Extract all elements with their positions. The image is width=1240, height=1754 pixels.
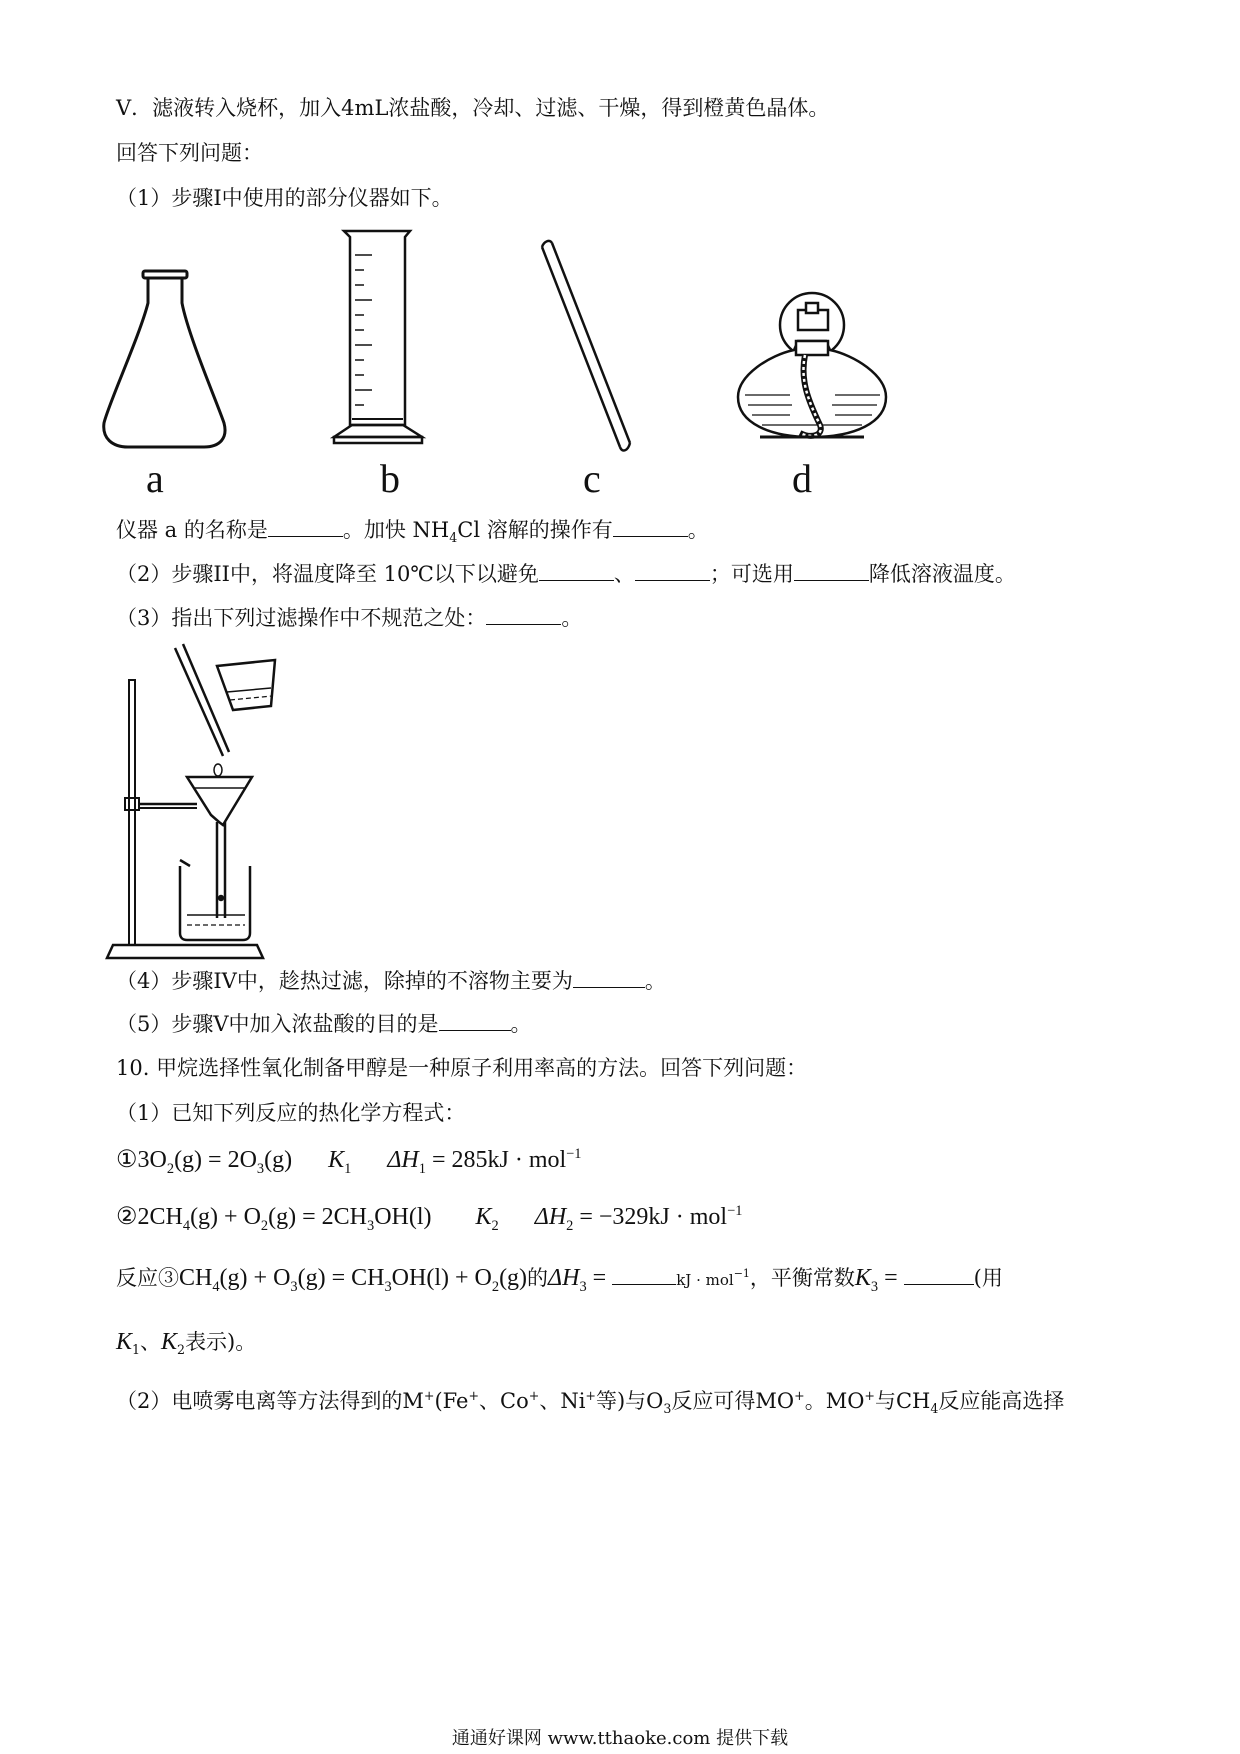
q4-line: （4）步骤IV中，趁热过滤，除掉的不溶物主要为 。 <box>116 969 666 993</box>
q10-sub2: （2）电喷雾电离等方法得到的M+(Fe+、Co+、Ni+等)与$O_3$反应可得MO+。MO+与$CH_4$反应能高选择 <box>116 1388 1065 1417</box>
blank-4[interactable] <box>635 580 710 581</box>
receiving-beaker-icon <box>180 860 250 940</box>
equation-2: $②2CH_4(g) + O_2(g) = 2CH_3OH(l)$ $K_2$ $\Delta H_2 = -329kJ \cdot mol^{-1}$ <box>116 1203 743 1234</box>
blank-10[interactable] <box>904 1284 974 1285</box>
pouring-beaker-icon <box>217 660 275 710</box>
glass-rod-icon <box>542 241 630 451</box>
q1-text: （1）步骤I中使用的部分仪器如下。 <box>116 186 453 210</box>
step-v-text: V．滤液转入烧杯，加入4mL浓盐酸，冷却、过滤、干燥，得到橙黄色晶体。 <box>116 96 830 120</box>
q3-line: （3）指出下列过滤操作中不规范之处： 。 <box>116 606 583 630</box>
blank-1[interactable] <box>268 536 343 537</box>
label-c: c <box>583 456 601 501</box>
blank-2[interactable] <box>613 536 688 537</box>
blank-5[interactable] <box>794 580 869 581</box>
blank-6[interactable] <box>486 624 561 625</box>
q10-title: 10. 甲烷选择性氧化制备甲醇是一种原子利用率高的方法。回答下列问题： <box>116 1056 808 1080</box>
iron-stand-icon <box>107 680 263 958</box>
label-a: a <box>146 456 164 501</box>
label-d: d <box>792 456 812 501</box>
alcohol-lamp-icon <box>738 293 886 437</box>
equation-1: $①3O_2(g) = 2O_3(g)$ $K_1$ $\Delta H_1 = 285kJ \cdot mol^{-1}$ <box>116 1146 582 1177</box>
q5-line: （5）步骤V中加入浓盐酸的目的是 。 <box>116 1012 532 1036</box>
equation-3-continuation: $K_1$、$K_2$表示)。 <box>116 1329 257 1358</box>
blank-8[interactable] <box>439 1030 511 1031</box>
answer-intro: 回答下列问题： <box>116 141 263 165</box>
q1-answer-line: 仪器 a 的名称是 。加快 $NH_4Cl$ 溶解的操作有 。 <box>116 518 709 546</box>
funnel-icon <box>187 764 252 918</box>
q2-line: （2）步骤II中，将温度降至 10℃以下以避免 、 ；可选用 降低溶液温度。 <box>116 562 1016 586</box>
page-footer: 通通好课网 www.tthaoke.com 提供下载 <box>451 1728 789 1749</box>
pouring-rod-icon <box>175 644 229 756</box>
blank-3[interactable] <box>539 580 614 581</box>
apparatus-figure <box>100 225 980 465</box>
filtration-setup-figure <box>105 640 285 960</box>
blank-9[interactable] <box>612 1284 676 1285</box>
equation-3-line: 反应$③CH_4(g) + O_3(g) = CH_3OH(l) + O_2(g)$的$\Delta H_3$ = kJ · mol$^{-1}$，平衡常数$K_3$ = (用 <box>116 1265 1003 1295</box>
q10-sub1: （1）已知下列反应的热化学方程式： <box>116 1101 466 1125</box>
label-b: b <box>380 456 400 501</box>
blank-7[interactable] <box>573 987 645 988</box>
erlenmeyer-flask-icon <box>104 271 225 447</box>
graduated-cylinder-icon <box>334 231 422 443</box>
